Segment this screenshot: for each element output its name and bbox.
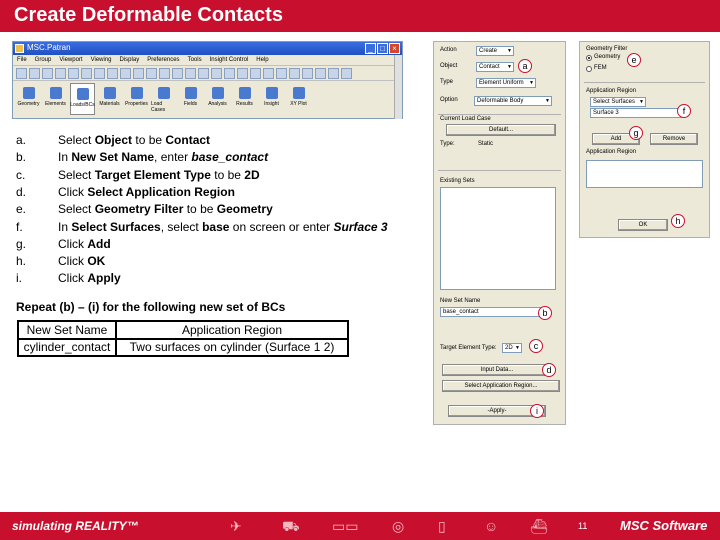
app-icon [266,87,278,99]
maximize-icon[interactable]: □ [377,43,388,54]
fem-radio[interactable] [586,66,592,72]
repeat-instruction: Repeat (b) – (i) for the following new set of BCs [16,300,286,314]
select-surfaces-dropdown[interactable]: Select Surfaces ▼ [590,97,646,107]
select-application-region-button[interactable]: Select Application Region... [442,380,560,392]
toolbar-button-icon[interactable] [55,68,66,79]
app-button-load-cases[interactable] [151,83,176,115]
step-letter: h. [16,254,27,269]
toolbar-button-icon[interactable] [302,68,313,79]
footer [0,512,720,540]
callout-marker-a: a [518,59,532,73]
app-label: Geometry [17,101,40,107]
menu-item[interactable]: Help [256,57,269,63]
scrollbar[interactable] [394,55,402,119]
footer-slogan: simulating REALITY™ [12,519,139,533]
toolbar-button-icon[interactable] [107,68,118,79]
app-icon [239,87,251,99]
step-text [58,168,260,182]
step-text-part: Click [58,254,88,269]
remove-button[interactable]: Remove [650,133,698,145]
step-text-part: to be [132,133,166,147]
table-row [18,339,348,357]
step-text-part: In [58,150,72,165]
geometry-filter-label: Geometry Filter [586,46,628,52]
toolbar-button-icon[interactable] [250,68,261,79]
toolbar-button-icon[interactable] [328,68,339,79]
toolbar-button-icon[interactable] [276,68,287,79]
step-text-part: Select [58,133,95,147]
app-icon [131,87,143,99]
object-dropdown[interactable]: Contact ▼ [476,62,514,72]
toolbar-button-icon[interactable] [315,68,326,79]
slide-title: Create Deformable Contacts [14,4,283,26]
toolbar-button-icon[interactable] [81,68,92,79]
divider [438,170,561,171]
step-text [58,271,121,285]
menu-item[interactable]: Tools [187,57,202,63]
patran-window-title: MSC.Patran [27,43,71,52]
object-label: Object [440,63,458,69]
input-data-button[interactable]: Input Data... [442,364,552,376]
train-icon: ▭▭ [332,518,359,534]
app-button-insight[interactable] [259,83,284,115]
step-text-part: OK [87,254,106,269]
page-number: 11 [578,521,588,531]
app-label: XY Plot [290,101,307,107]
step-text-part: , enter [154,150,192,165]
toolbar-button-icon[interactable] [263,68,274,79]
app-icon [50,87,62,99]
toolbar-button-icon[interactable] [289,68,300,79]
app-label: Properties [125,101,148,107]
app-icon [15,44,24,53]
select-surfaces-input[interactable]: Surface 3 [590,108,682,118]
divider [584,82,705,83]
step-text-part: Select [58,202,95,217]
table-cell: Two surfaces on cylinder (Surface 1 2) [116,339,348,357]
app-icon [185,87,197,99]
geometry-option-label: Geometry [594,54,621,60]
step-text-part: Target Element Type [94,167,211,182]
add-button[interactable]: Add [592,133,640,145]
step-text [58,220,388,234]
callout-marker-c: c [529,339,543,353]
step-letter: c. [16,167,26,182]
existing-sets-list[interactable] [440,187,556,290]
table-header-row [18,321,348,339]
step-text-part: , select [160,219,203,234]
step-letter: d. [16,184,27,199]
patran-titlebar [13,42,402,55]
target-icon: ◎ [392,518,405,534]
application-bar [13,81,402,117]
phone-icon: ▯ [438,518,446,534]
app-label: Materials [99,101,120,107]
callout-marker-b: b [538,306,552,320]
table-header-cell: Application Region [116,321,348,339]
toolbar-button-icon[interactable] [68,68,79,79]
app-button-fields[interactable] [178,83,203,115]
step-letter: g. [16,236,27,251]
current-load-case-label: Current Load Case [440,116,491,122]
step-text [58,185,235,199]
callout-marker-i: i [530,404,544,418]
app-button-loads-bcs[interactable] [70,83,95,115]
step-text-part: base [202,219,230,234]
app-label: Insight [264,101,279,107]
toolbar-button-icon[interactable] [172,68,183,79]
airplane-icon: ✈ [230,518,242,534]
patran-main-window [12,41,403,119]
toolbar-button-icon[interactable] [198,68,209,79]
toolbar-button-icon[interactable] [237,68,248,79]
toolbar-button-icon[interactable] [146,68,157,79]
app-icon [293,87,305,99]
toolbar-button-icon[interactable] [133,68,144,79]
step-text [58,237,111,251]
step-text [58,254,105,268]
target-element-type-label: Target Element Type: [440,345,497,351]
step-text-part: Click [58,236,88,251]
step-text-part: Geometry Filter [94,202,184,217]
type-static-label: Type: [440,141,455,147]
bc-table [17,320,349,357]
step-text-part: Surface 3 [333,219,388,234]
ship-icon: ⛴ [530,518,548,534]
toolbar-button-icon[interactable] [159,68,170,79]
action-label: Action [440,47,457,53]
title-bar [0,0,720,32]
app-button-analysis[interactable] [205,83,230,115]
application-region-form [579,41,710,238]
new-set-name-label: New Set Name [440,298,481,304]
app-label: Analysis [208,101,227,107]
toolbar-button-icon[interactable] [185,68,196,79]
step-letter: e. [16,202,27,217]
callout-marker-g: g [629,126,643,140]
app-icon [212,87,224,99]
toolbar-button-icon[interactable] [224,68,235,79]
application-region-label: Application Region [586,88,637,94]
menu-bar [13,55,402,66]
step-letter: f. [16,219,23,234]
app-icon [158,87,170,99]
close-icon[interactable]: × [389,43,400,54]
step-text-part: Select Application Region [87,184,235,199]
new-set-name-input[interactable]: base_contact [440,307,548,317]
app-label: Fields [183,101,198,107]
msc-logo: MSC Software [620,518,708,533]
step-letter: b. [16,150,27,165]
step-text-part: to be [210,167,245,182]
apply-button[interactable]: -Apply- [448,405,546,417]
toolbar-button-icon[interactable] [120,68,131,79]
table-header-cell: New Set Name [18,321,116,339]
app-button-properties[interactable] [124,83,149,115]
toolbar-button-icon[interactable] [16,68,27,79]
step-text [58,202,273,216]
app-label: Loads/BCs [70,102,95,108]
minimize-icon[interactable]: _ [365,43,376,54]
car-icon: ⛟ [282,518,300,534]
app-icon [77,88,89,100]
toolbar [13,66,402,81]
step-text-part: Contact [165,133,211,147]
menu-item[interactable]: Display [119,57,140,63]
toolbar-button-icon[interactable] [211,68,222,79]
toolbar-button-icon[interactable] [42,68,53,79]
toolbar-button-icon[interactable] [94,68,105,79]
app-button-elements[interactable] [43,83,68,115]
option-dropdown[interactable]: Deformable Body ▼ [474,96,552,106]
menu-item[interactable]: Viewing [90,57,112,63]
existing-sets-label: Existing Sets [440,178,475,184]
callout-marker-e: e [627,53,641,67]
app-button-xy-plot[interactable] [286,83,311,115]
fem-option-label: FEM [594,65,607,71]
toolbar-button-icon[interactable] [29,68,40,79]
step-letter: a. [16,133,27,147]
app-label: Results [236,101,253,107]
default-button[interactable]: Default... [446,124,556,136]
step-letter: i. [16,271,22,286]
type-dropdown[interactable]: Element Uniform ▼ [476,78,536,88]
step-text-part: New Set Name [71,150,155,165]
step-text-part: Select Surfaces [71,219,161,234]
type-static-value: Static [478,141,494,147]
geometry-radio[interactable] [586,55,592,61]
toolbar-button-icon[interactable] [341,68,352,79]
menu-item[interactable]: Viewport [59,57,83,63]
step-text [58,133,210,147]
ok-button[interactable]: OK [618,219,668,231]
step-text-part: In [58,219,72,234]
app-label: Load Cases [151,101,166,113]
step-text-part: 2D [244,167,260,182]
app-icon [23,87,35,99]
divider [438,114,561,115]
step-text-part: Geometry [216,202,273,217]
step-text-part: Apply [87,271,121,286]
app-button-materials[interactable] [97,83,122,115]
app-button-geometry[interactable] [16,83,41,115]
application-region-list-label: Application Region [586,149,637,155]
step-text-part: Click [58,271,88,286]
person-icon: ☺ [484,518,499,534]
action-dropdown[interactable]: Create ▼ [476,46,514,56]
application-region-list[interactable] [586,160,703,188]
step-text-part: Object [94,133,133,147]
step-text-part: Select [58,167,95,182]
step-text-part: base_contact [191,150,269,165]
option-label: Option [440,97,458,103]
step-text [58,150,268,164]
app-icon [104,87,116,99]
app-label: Elements [45,101,66,107]
menu-item[interactable]: Group [34,57,52,63]
step-text-part: Add [87,236,111,251]
menu-item[interactable]: Insight Control [209,57,249,63]
step-text-part: to be [183,202,217,217]
table-cell: cylinder_contact [18,339,116,357]
step-text-part: Click [58,184,88,199]
app-button-results[interactable] [232,83,257,115]
callout-marker-d: d [542,363,556,377]
target-element-type-dropdown[interactable]: 2D ▼ [502,343,522,353]
callout-marker-f: f [677,104,691,118]
callout-marker-h: h [671,214,685,228]
menu-item[interactable]: File [17,57,27,63]
step-text-part: on screen or enter [229,219,334,234]
type-label: Type [440,79,454,85]
menu-item[interactable]: Preferences [147,57,180,63]
